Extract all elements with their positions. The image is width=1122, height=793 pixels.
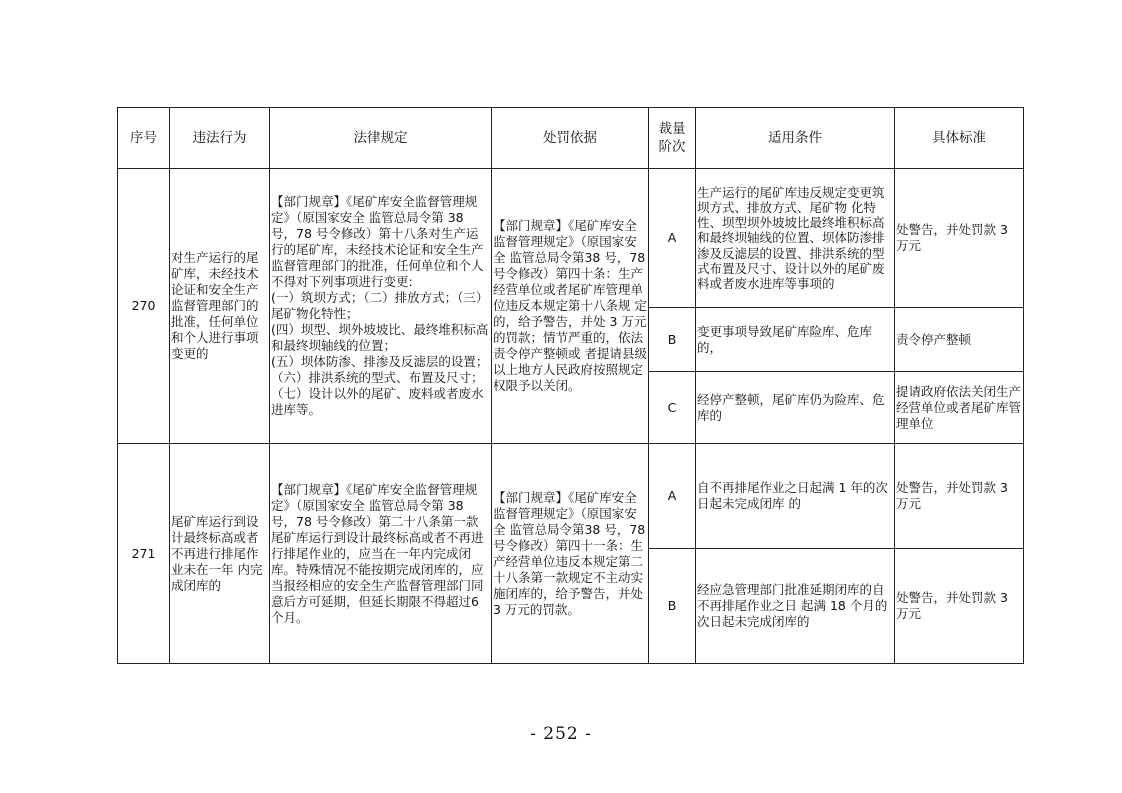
header-law: 法律规定	[270, 108, 492, 169]
table-row	[118, 169, 1024, 308]
row-seq: 271	[118, 444, 170, 664]
level-label: C	[649, 372, 696, 444]
level-label: B	[649, 308, 696, 372]
header-row	[118, 108, 1024, 169]
header-basis: 处罚依据	[492, 108, 649, 169]
header-condition: 适用条件	[696, 108, 895, 169]
level-label: A	[649, 169, 696, 308]
page-number: - 252 -	[530, 724, 592, 744]
level-condition: 自不再排尾作业之日起满 1 年的次日起未完成闭库 的	[696, 444, 895, 549]
row-basis-text: 【部门规章】《尾矿库安全监督管理规定》（原国家安全 监管总局令第38 号，78 号令修改）第四十条：生产经营单位或者尾矿库管理单位违反本规定第十八条规 定的，给予警告，并处 3 万元的罚款；情节严重的，依法责令停产整顿或 者提请县级以上地方人民政府按照规定权限予以关闭。	[492, 169, 649, 444]
level-condition: 生产运行的尾矿库违反规定变更筑坝方式、排放方式、尾矿物 化特性、坝型坝外坡坡比最终堆积标高和最终坝轴线的位置、坝体防渗排 渗及反滤层的设置、排洪系统的型式布置及尺寸、设计以外的尾矿废料或者废水进库等事项的	[696, 169, 895, 308]
row-seq: 270	[118, 169, 170, 444]
table-row	[118, 444, 1024, 549]
level-standard: 处警告，并处罚款 3 万元	[895, 549, 1024, 664]
level-label: A	[649, 444, 696, 549]
row-behavior: 尾矿库运行到设计最终标高或者不再进行排尾作业未在一年 内完成闭库的	[170, 444, 270, 664]
row-basis-text: 【部门规章】《尾矿库安全监督管理规定》（原国家安全 监管总局令第38 号，78 号令修改）第四十一条：生产经营单位违反本规定第二十八条第一款规定不主动实施闭库的，给予警告，并处 3 万元的罚款。	[492, 444, 649, 664]
header-standard: 具体标准	[895, 108, 1024, 169]
level-standard: 处警告，并处罚款 3 万元	[895, 444, 1024, 549]
header-behavior: 违法行为	[170, 108, 270, 169]
row-behavior: 对生产运行的尾矿库，未经技术论证和安全生产监督管理部门的批准，任何单位和个人进行事项变更的	[170, 169, 270, 444]
level-standard: 责令停产整顿	[895, 308, 1024, 372]
level-standard: 处警告，并处罚款 3 万元	[895, 169, 1024, 308]
level-condition: 经应急管理部门批准延期闭库的自不再排尾作业之日 起满 18 个月的次日起未完成闭库的	[696, 549, 895, 664]
level-condition: 变更事项导致尾矿库险库、危库的，	[696, 308, 895, 372]
level-standard: 提请政府依法关闭生产经营单位或者尾矿库管理单位	[895, 372, 1024, 444]
header-level: 裁量 阶次	[649, 108, 696, 169]
header-seq: 序号	[118, 108, 170, 169]
level-label: B	[649, 549, 696, 664]
level-condition: 经停产整顿，尾矿库仍为险库、危库的	[696, 372, 895, 444]
penalty-table	[117, 107, 1024, 664]
row-law-text: 【部门规章】《尾矿库安全监督管理规定》（原国家安全 监管总局令第 38 号，78 号令修改）第十八条对生产运行的尾矿库，未经技术论证和安全生产监督管理部门的批准，任何单位和个人不得对下列事项进行变更: (一）筑坝方式；（二）排放方式；（三）尾矿物化特性； (四）坝型、坝外坡坡比、最终堆积标高和最终坝轴线的位置； (五）坝体防渗、排渗及反滤层的设置；（六）排洪系统的型式、布置及尺寸；（七）设计以外的尾矿、废料或者废水进库等。	[270, 169, 492, 444]
row-law-text: 【部门规章】《尾矿库安全监督管理规定》（原国家安全 监管总局令第 38 号，78 号令修改）第二十八条第一款 尾矿库运行到设计最终标高或者不再进行排尾作业的，应当在一年内完成闭库。特殊情况不能按期完成闭库的，应当报经相应的安全生产监督管理部门同意后方可延期，但延长期限不得超过6个月。	[270, 444, 492, 664]
